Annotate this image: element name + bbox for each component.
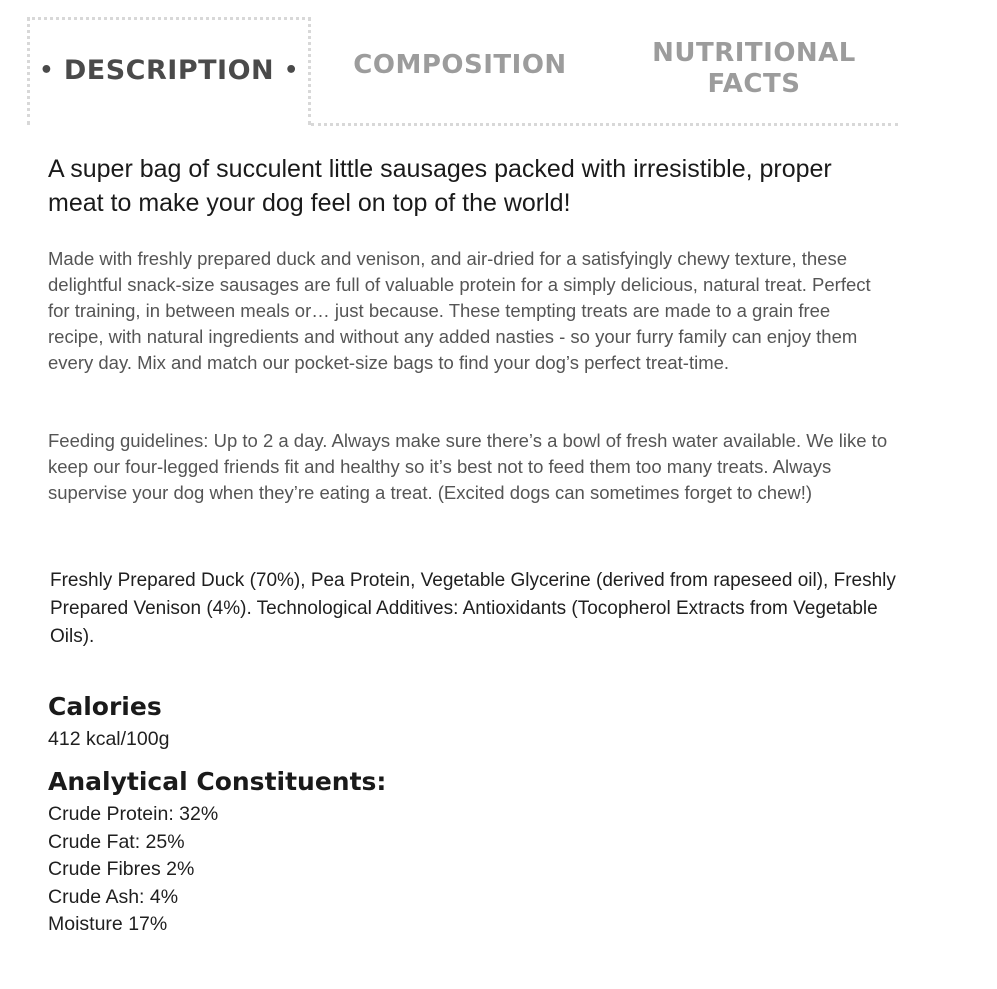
product-tabs	[0, 0, 997, 130]
analytical-constituents-list	[48, 801, 218, 939]
tab-composition-label: COMPOSITION	[353, 50, 567, 80]
calories-value: 412 kcal/100g	[48, 728, 170, 750]
tab-bullet-right: •	[284, 58, 299, 83]
tab-description[interactable]	[27, 17, 311, 125]
description-paragraph: Made with freshly prepared duck and venison, and air-dried for a satisfyingly chewy texture, these delightful snack-size sausages are full of valuable protein for a simply delicious, natural treat. Perfect for training, in between meals or… just because. These tempting treats are made to a grain free recipe, with natural ingredients and without any added nasties - so your furry family can enjoy them every day. Mix and match our pocket-size bags to find your dog’s perfect treat-time.	[48, 248, 871, 373]
analytical-constituents-heading: Analytical Constituents:	[48, 767, 387, 796]
constituent-item: Crude Fibres 2%	[48, 858, 195, 880]
constituent-item: Crude Ash: 4%	[48, 885, 179, 908]
calories-heading: Calories	[48, 692, 162, 721]
tab-composition[interactable]	[335, 50, 585, 80]
composition-text: Freshly Prepared Duck (70%), Pea Protein, Vegetable Glycerine (derived from rapeseed oil), Freshly Prepared Venison (4%). Technological Additives: Antioxidants (Tocopherol Extracts from Vegetable Oils).	[50, 570, 896, 647]
tab-nutritional-facts[interactable]	[640, 38, 868, 100]
tabs-divider	[311, 123, 898, 126]
tab-nutritional-label-line2: FACTS	[707, 69, 801, 99]
constituent-item: Moisture 17%	[48, 913, 168, 935]
constituent-item: Crude Protein: 32%	[48, 803, 219, 825]
description-intro: A super bag of succulent little sausages packed with irresistible, proper meat to make your dog feel on top of the world!	[48, 155, 832, 217]
feeding-guidelines: Feeding guidelines: Up to 2 a day. Always make sure there’s a bowl of fresh water available. We like to keep our four-legged friends fit and healthy so it’s best not to feed them too many treats. Always supervise your dog when they’re eating a treat. (Excited dogs can sometimes forget to chew!)	[48, 430, 888, 503]
tab-description-label: DESCRIPTION	[63, 55, 275, 86]
tab-nutritional-label-line1: NUTRITIONAL	[652, 38, 856, 68]
tab-bullet-left: •	[39, 58, 54, 83]
constituent-item: Crude Fat: 25%	[48, 830, 185, 853]
